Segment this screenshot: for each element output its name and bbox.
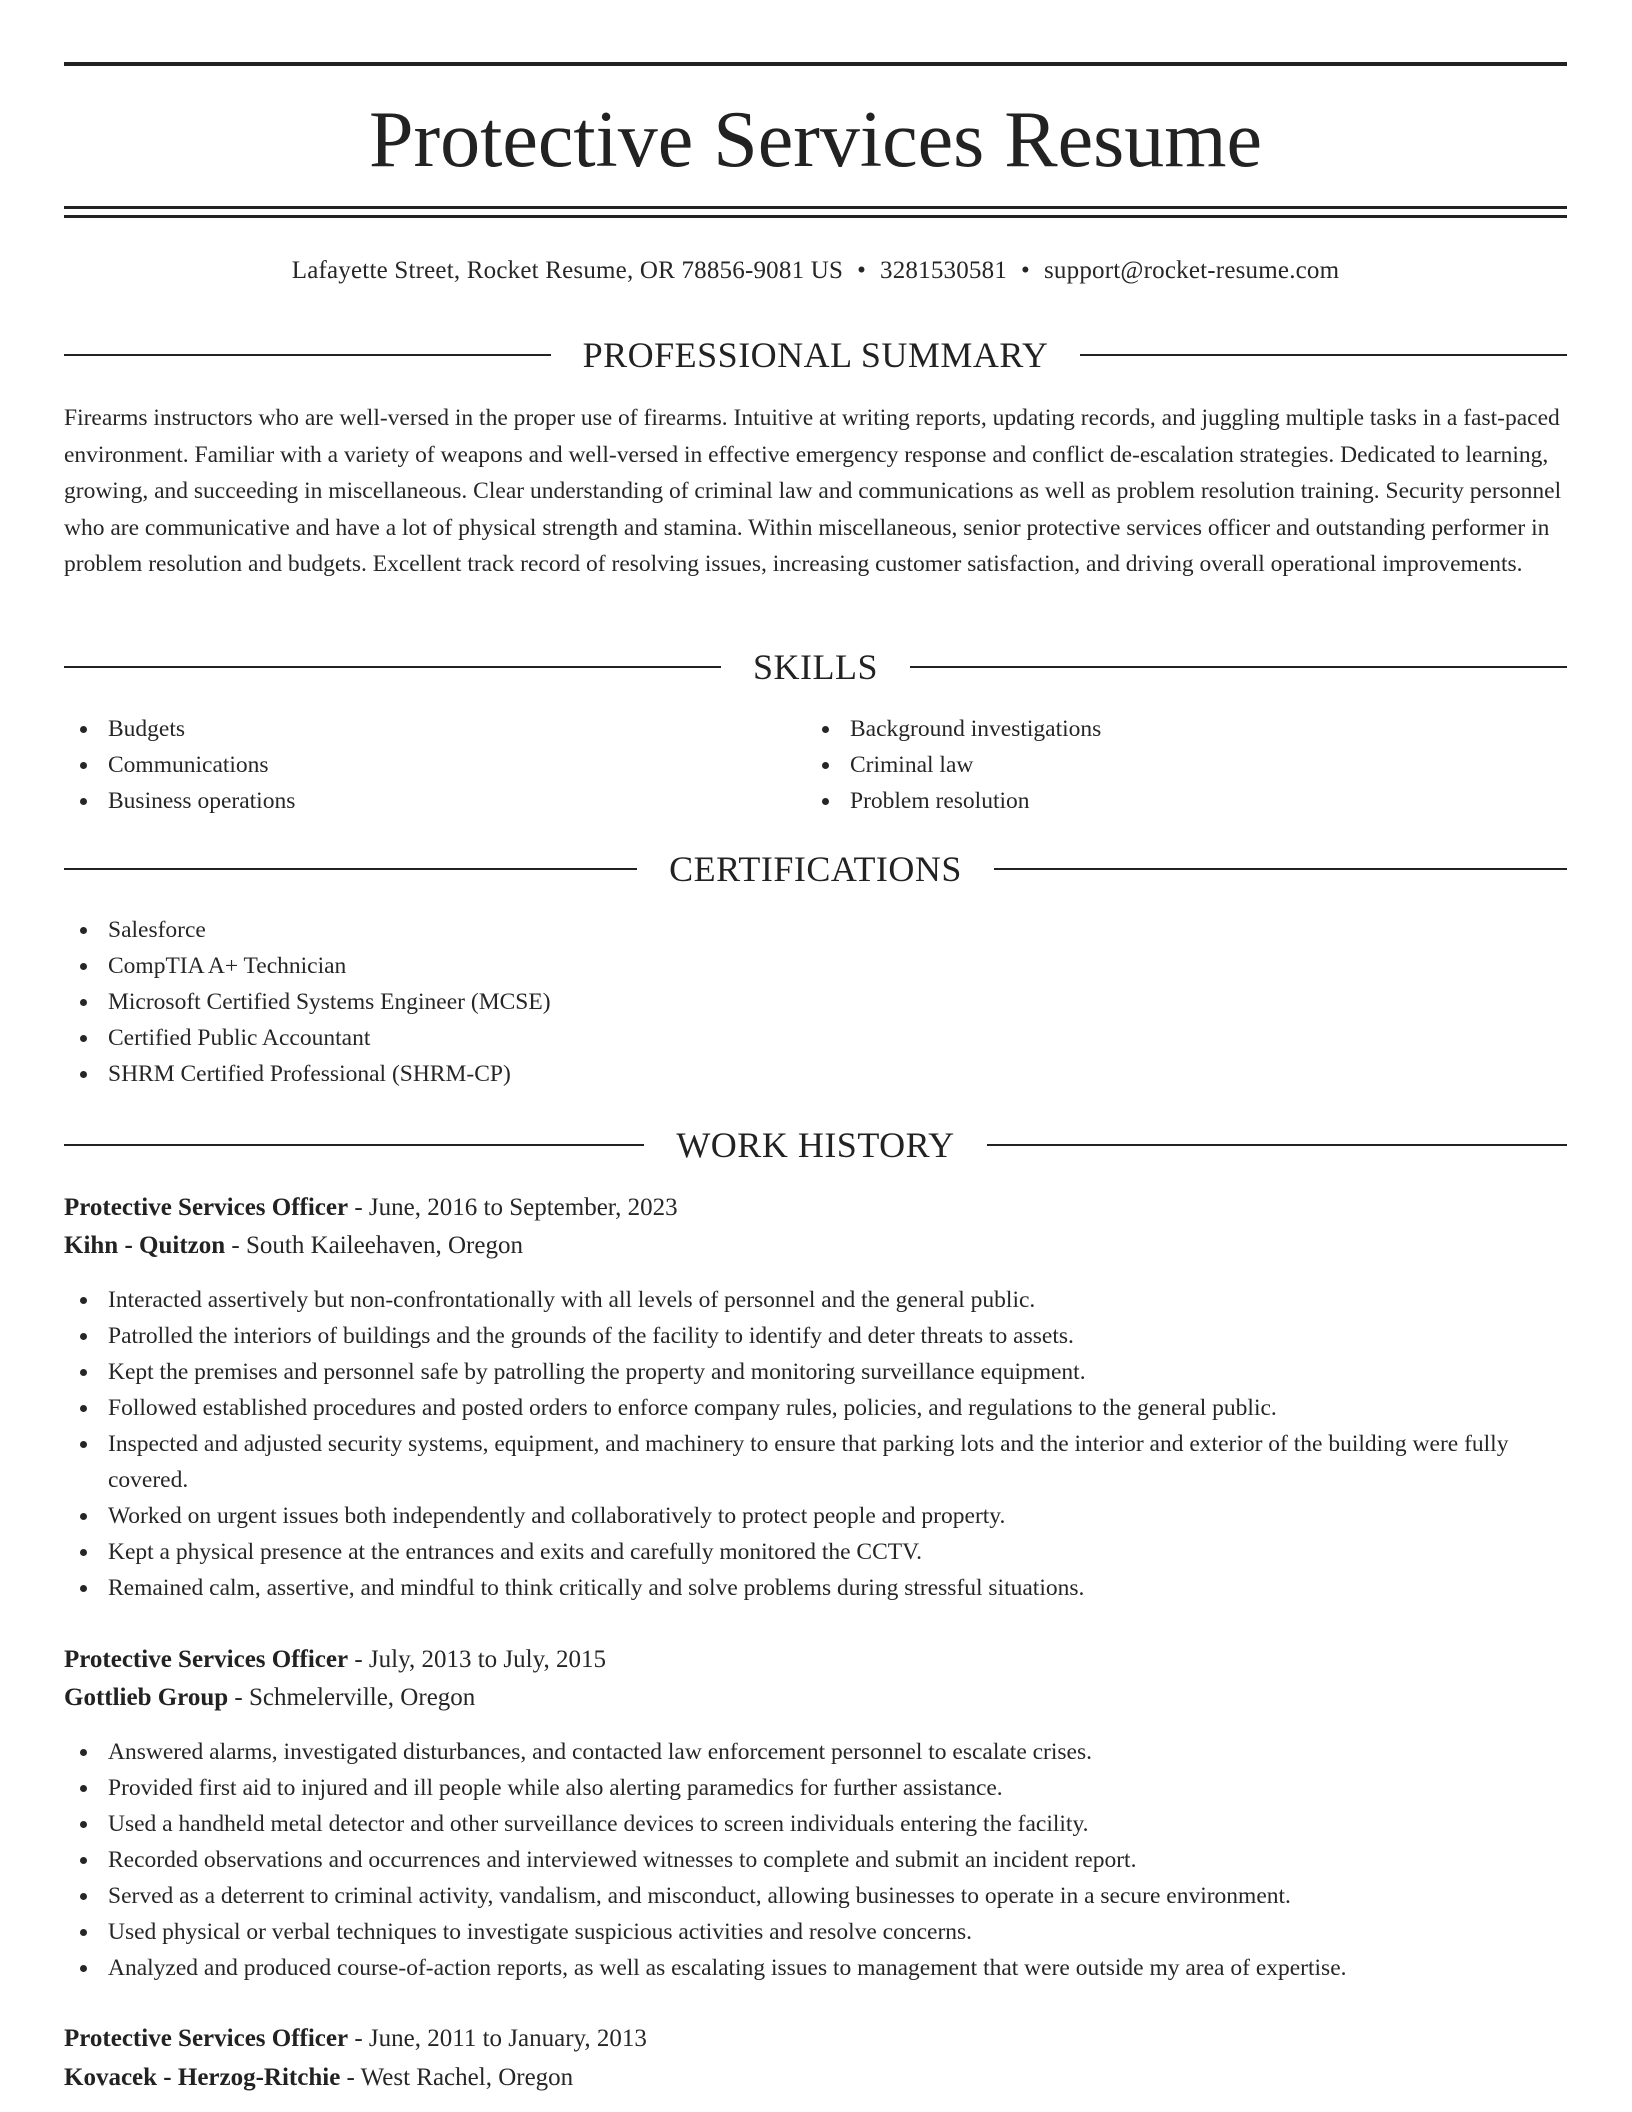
certification-item: Microsoft Certified Systems Engineer (MCSE) — [64, 984, 1064, 1020]
contact-line — [64, 254, 1567, 288]
duty-item: Provided first aid to injured and ill people while also alerting paramedics for further assistance. — [64, 1770, 1567, 1806]
duty-item: Remained calm, assertive, and mindful to think critically and solve problems during stressful situations. — [64, 1570, 1567, 1606]
contact-separator: • — [1021, 257, 1030, 284]
duty-item: Used a handheld metal detector and other surveillance devices to screen individuals entering the facility. — [64, 1806, 1567, 1842]
certification-item: CompTIA A+ Technician — [64, 948, 1064, 984]
duty-item: Interacted assertively but non-confrontationally with all levels of personnel and the general public. — [64, 1282, 1567, 1318]
skill-item: Background investigations — [806, 711, 1506, 747]
skills-list-right — [806, 711, 1506, 819]
job-company-line — [64, 1679, 1567, 1717]
duty-item: Recorded observations and occurrences and interviewed witnesses to complete and submit an incident report. — [64, 1842, 1567, 1878]
job-company: Gottlieb Group — [64, 1684, 229, 1711]
skill-item: Problem resolution — [806, 783, 1506, 819]
divider — [64, 868, 637, 870]
job-title-line — [64, 1641, 1567, 1679]
duty-item: Used physical or verbal techniques to investigate suspicious activities and resolve concerns. — [64, 1914, 1567, 1950]
job-title-line — [64, 2020, 1567, 2058]
job-duties-list — [64, 1282, 1567, 1606]
divider — [64, 666, 721, 668]
job-title: Protective Services Officer — [64, 2025, 349, 2052]
certification-item: Salesforce — [64, 912, 1064, 948]
job-title: Protective Services Officer — [64, 1646, 349, 1673]
section-heading-skills — [64, 645, 1567, 689]
section-title: WORK HISTORY — [676, 1125, 955, 1165]
divider — [64, 354, 551, 356]
job-company: Kihn - Quitzon — [64, 1232, 226, 1259]
job-dates: - July, 2013 to July, 2015 — [348, 1646, 606, 1673]
section-heading-summary — [64, 333, 1567, 377]
section-heading-certifications — [64, 847, 1567, 891]
duty-item: Answered alarms, investigated disturbances, and contacted law enforcement personnel to escalate crises. — [64, 1734, 1567, 1770]
duty-item: Patrolled the interiors of buildings and the grounds of the facility to identify and deter threats to assets. — [64, 1318, 1567, 1354]
contact-separator: • — [857, 257, 867, 284]
job-company: Kovacek - Herzog-Ritchie — [64, 2064, 341, 2091]
contact-phone: 3281530581 — [880, 257, 1008, 284]
skill-item: Budgets — [64, 711, 764, 747]
divider — [1080, 354, 1567, 356]
certification-item: SHRM Certified Professional (SHRM-CP) — [64, 1056, 1064, 1092]
resume-title: Protective Services Resume — [368, 96, 1263, 184]
divider — [910, 666, 1567, 668]
section-title: PROFESSIONAL SUMMARY — [582, 335, 1049, 375]
duty-item: Followed established procedures and posted orders to enforce company rules, policies, and regulations to the general public. — [64, 1390, 1567, 1426]
divider — [994, 868, 1567, 870]
job-location: - West Rachel, Oregon — [340, 2064, 574, 2091]
duty-item: Kept the premises and personnel safe by patrolling the property and monitoring surveillance equipment. — [64, 1354, 1567, 1390]
duty-item: Worked on urgent issues both independently and collaboratively to protect people and property. — [64, 1498, 1567, 1534]
header-bottom-rule — [64, 206, 1567, 209]
job-dates: - June, 2011 to January, 2013 — [348, 2025, 647, 2052]
summary-text: Firearms instructors who are well-versed in the proper use of firearms. Intuitive at writing reports, updating records, and juggling multiple tasks in a fast-paced environment. Familiar with a variety of weapons and well-versed in effective emergency response and conflict de-escalation strategies. Dedicated to learning, growing, and succeeding in miscellaneous. Clear understanding of criminal law and communications as well as problem resolution training. Security personnel who are communicative and have a lot of physical strength and stamina. Within miscellaneous, senior protective services officer and outstanding performer in problem resolution and budgets. Excellent track record of resolving issues, increasing customer satisfaction, and driving overall operational improvements. — [64, 405, 1562, 577]
section-title: SKILLS — [753, 647, 879, 687]
job-duties-list — [64, 1734, 1567, 1986]
skill-item: Communications — [64, 747, 764, 783]
job-company-line — [64, 1227, 1567, 1265]
certification-item: Certified Public Accountant — [64, 1020, 1064, 1056]
skills-list-left — [64, 711, 764, 819]
duty-item: Served as a deterrent to criminal activity, vandalism, and misconduct, allowing businesses to operate in a secure environment. — [64, 1878, 1567, 1914]
job-company-line — [64, 2059, 1567, 2097]
job-title: Protective Services Officer — [64, 1194, 349, 1221]
section-title: CERTIFICATIONS — [669, 849, 962, 889]
duty-item: Inspected and adjusted security systems, equipment, and machinery to ensure that parking lots and the interior and exterior of the building were fully covered. — [64, 1426, 1567, 1498]
header-bottom-rule-2 — [64, 215, 1567, 218]
job-title-line — [64, 1189, 1567, 1227]
skill-item: Criminal law — [806, 747, 1506, 783]
certifications-list — [64, 912, 1064, 1092]
header-top-rule — [64, 62, 1567, 66]
divider — [64, 1144, 644, 1146]
job-location: - Schmelerville, Oregon — [228, 1684, 476, 1711]
duty-item: Kept a physical presence at the entrances and exits and carefully monitored the CCTV. — [64, 1534, 1567, 1570]
job-location: - South Kaileehaven, Oregon — [225, 1232, 523, 1259]
skill-item: Business operations — [64, 783, 764, 819]
job-dates: - June, 2016 to September, 2023 — [348, 1194, 678, 1221]
section-heading-work-history — [64, 1123, 1567, 1167]
contact-address: Lafayette Street, Rocket Resume, OR 78856-9081 US — [291, 257, 844, 284]
contact-email: support@rocket-resume.com — [1043, 257, 1340, 284]
duty-item: Analyzed and produced course-of-action reports, as well as escalating issues to management that were outside my area of expertise. — [64, 1950, 1567, 1986]
divider — [987, 1144, 1567, 1146]
